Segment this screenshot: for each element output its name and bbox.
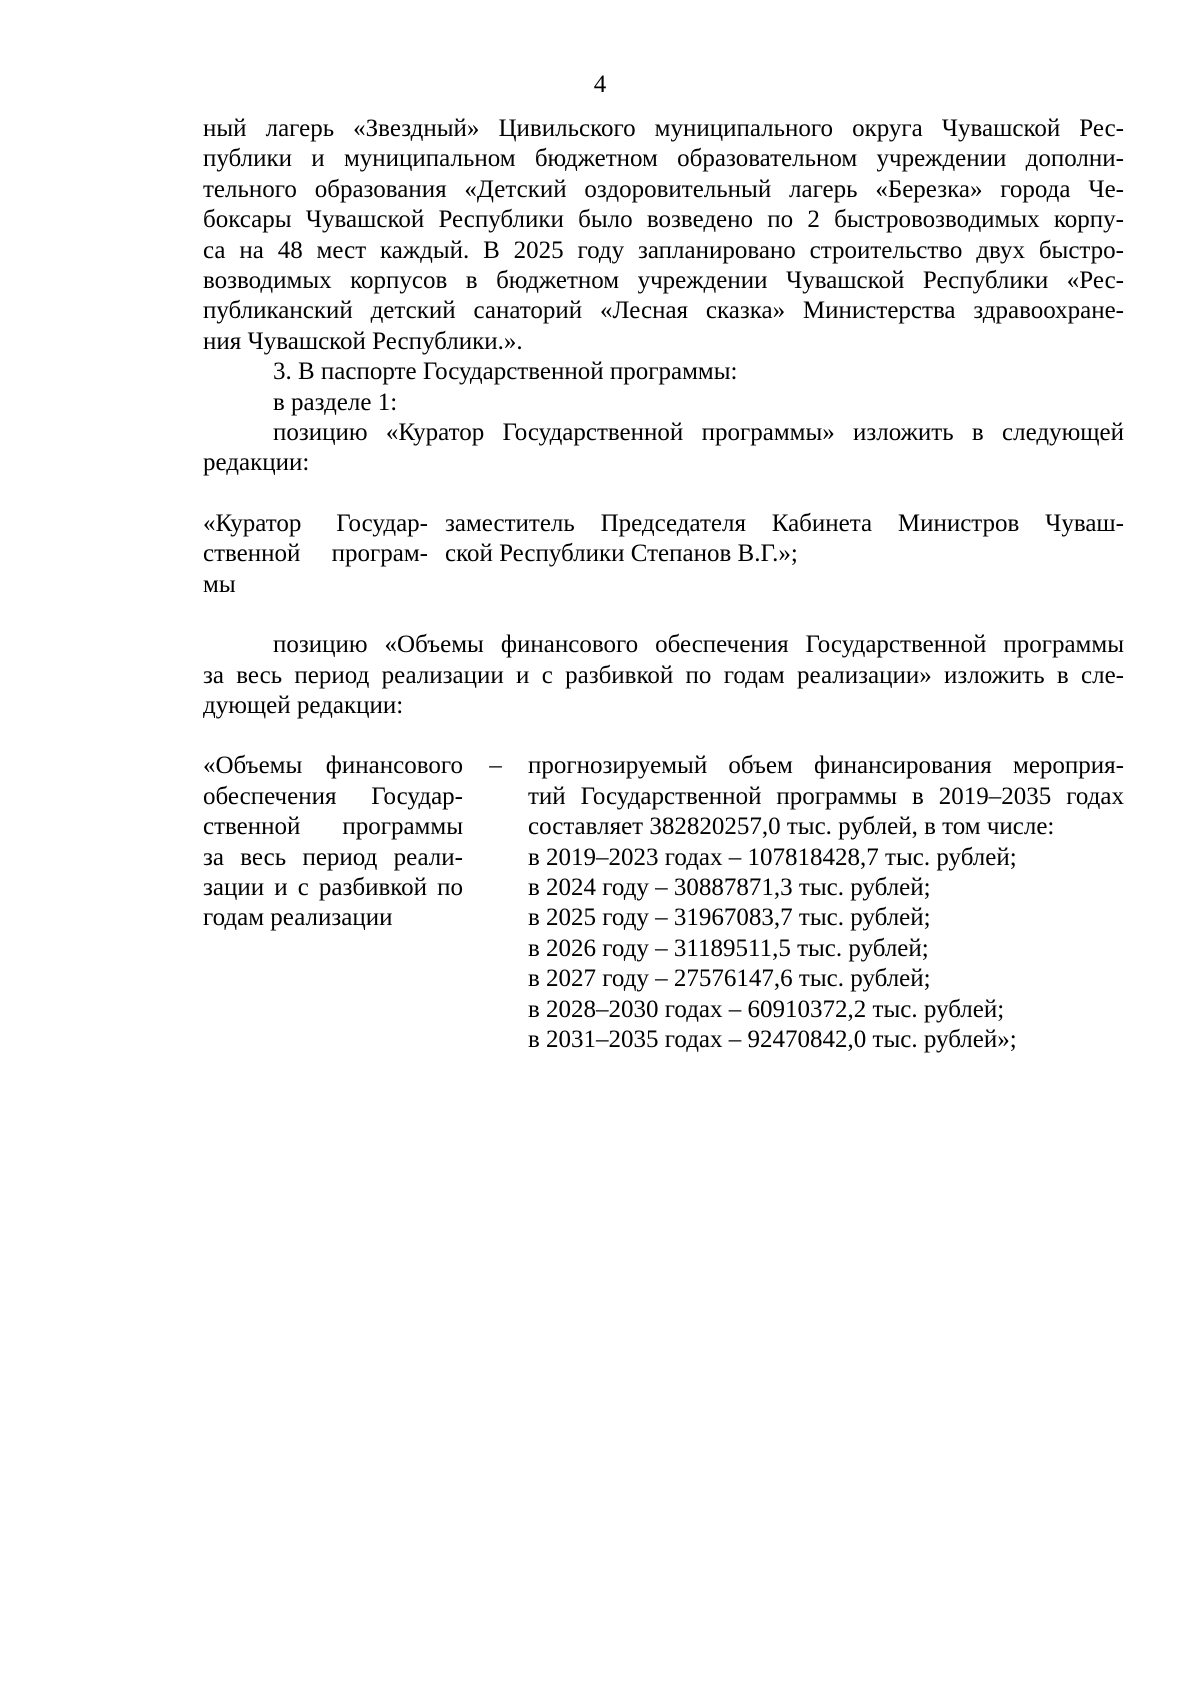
kurator-value-line: заместитель Председателя Кабинета Министров Чуваш-	[445, 509, 1124, 537]
finance-value-line: прогнозируемый объем финансирования мероприя-	[528, 752, 1124, 780]
kurator-intro-paragraph	[203, 418, 1124, 479]
finance-value-line: в 2026 году – 31189511,5 тыс. рублей;	[528, 934, 929, 962]
finance-value-line: в 2031–2035 годах – 92470842,0 тыс. рублей»;	[528, 1025, 1017, 1053]
kurator-label-cell	[203, 509, 428, 600]
intro-paragraph	[203, 114, 1124, 357]
intro-line: са на 48 мест каждый. В 2025 году запланировано строительство двух быстро-	[203, 236, 1124, 264]
intro-line: публиканский детский санаторий «Лесная сказка» Министерства здравоохране-	[203, 297, 1124, 325]
kurator-value-cell	[428, 509, 1124, 600]
kurator-label-line: «Куратор Государ-	[203, 509, 428, 537]
intro-line: ния Чувашской Республики.».	[203, 327, 523, 355]
kurator-intro-line: редакции:	[203, 449, 310, 477]
intro-line: возводимых корпусов в бюджетном учреждении Чувашской Республики «Рес-	[203, 267, 1124, 295]
finance-label-line: ственной программы	[203, 813, 463, 841]
finance-value-line: в 2027 году – 27576147,6 тыс. рублей;	[528, 965, 931, 993]
spacer	[203, 479, 1124, 509]
finance-intro-line: позицию «Объемы финансового обеспечения Государственной программы	[273, 631, 1124, 659]
spacer	[203, 600, 1124, 630]
finance-intro-paragraph	[203, 630, 1124, 721]
document-body	[203, 114, 1124, 1055]
finance-value-line: в 2028–2030 годах – 60910372,2 тыс. рублей;	[528, 995, 1005, 1023]
intro-line: боксары Чувашской Республики было возведено по 2 быстровозводимых корпу-	[203, 206, 1124, 234]
finance-intro-line: за весь период реализации и с разбивкой по годам реализации» изложить в сле-	[203, 661, 1124, 689]
finance-value-line: в 2024 году – 30887871,3 тыс. рублей;	[528, 873, 931, 901]
finance-value-line: в 2019–2023 годах – 107818428,7 тыс. рублей;	[528, 843, 1017, 871]
finance-label-line: обеспечения Государ-	[203, 782, 463, 810]
finance-label-line: «Объемы финансового	[203, 752, 463, 780]
finance-value-line: тий Государственной программы в 2019–2035 годах	[528, 782, 1124, 810]
kurator-value-line: ской Республики Степанов В.Г.»;	[445, 540, 798, 568]
finance-label-cell	[203, 751, 463, 1055]
point-3: 3. В паспорте Государственной программы:	[273, 358, 738, 386]
finance-label-line: годам реализации	[203, 904, 393, 932]
spacer	[203, 721, 1124, 751]
finance-table	[203, 751, 1124, 1055]
page-number: 4	[593, 71, 607, 98]
finance-value-line: составляет 382820257,0 тыс. рублей, в том числе:	[528, 813, 1055, 841]
kurator-label-line: ственной програм-	[203, 540, 428, 568]
finance-intro-line: дующей редакции:	[203, 691, 404, 719]
intro-line: тельного образования «Детский оздоровительный лагерь «Березка» города Че-	[203, 175, 1124, 203]
finance-label-line: за весь период реали-	[203, 843, 463, 871]
finance-label-line: зации и с разбивкой по	[203, 873, 463, 901]
kurator-table	[203, 509, 1124, 600]
kurator-label-line: мы	[203, 570, 236, 598]
kurator-intro-line: позицию «Куратор Государственной программы» изложить в следующей	[273, 419, 1124, 447]
finance-value-line: в 2025 году – 31967083,7 тыс. рублей;	[528, 904, 931, 932]
intro-line: публики и муниципальном бюджетном образовательном учреждении дополни-	[203, 145, 1124, 173]
intro-line: ный лагерь «Звездный» Цивильского муниципального округа Чувашской Рес-	[203, 115, 1124, 142]
finance-dash: –	[489, 752, 502, 780]
finance-value-cell	[528, 751, 1124, 1055]
section-1: в разделе 1:	[273, 388, 398, 416]
